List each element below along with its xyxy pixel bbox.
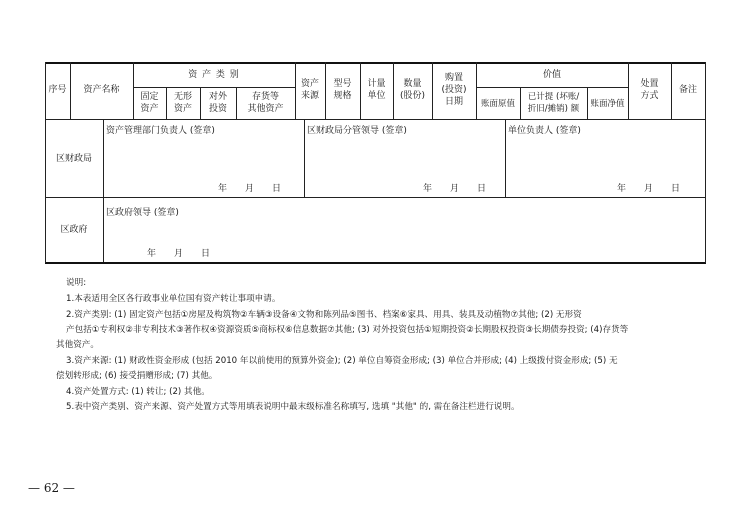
notes-title: 说明: [66,278,87,288]
header-seq: 序号 [48,85,67,95]
page-number: — 62 — [28,481,75,495]
finance-row-bottom-line [45,197,706,198]
note-line: 2.资产类别: (1) 固定资产包括①房屋及构筑物②车辆③设备④文物和陈列品⑤图书、档案⑥家具、用具、装具及动植物⑦其他; (2) 无形资 [66,310,582,320]
date-field: 年 月 日 [218,184,282,194]
table-right-border [705,62,706,263]
sig-divider [505,119,506,197]
table-bottom-border [45,262,706,264]
header-quantity: 数量 (股份) [399,79,426,101]
district-government-label: 区政府 [60,225,88,235]
asset-dept-signature-label: 资产管理部门负责人 (签章) [106,126,215,136]
header-asset-source: 资产 来源 [300,79,319,101]
row-label-divider [103,119,104,262]
sig-divider [304,119,305,197]
header-book-net: 账面净值 [590,99,625,109]
header-inventory-other: 存货等 其他资产 [247,92,284,114]
date-field: 年 月 日 [423,184,487,194]
header-value: 价值 [542,70,561,80]
header-bottom-line [45,119,706,120]
category-divider-line [133,87,295,88]
header-measure-unit: 计量 单位 [367,79,386,101]
header-purchase-date: 购置 (投资) 日期 [441,73,467,107]
finance-leader-signature-label: 区财政局分管领导 (签章) [307,126,407,136]
header-book-original: 账面原值 [480,99,515,109]
note-line: 5.表中资产类别、资产来源、资产处置方式等用填表说明中最末级标准名称填写, 选填 "其他" 的, 需在备注栏进行说明。 [66,402,520,412]
note-line: 1.本表适用全区各行政事业单位国有资产转让事项申请。 [66,294,281,304]
header-model-spec: 型号 规格 [333,79,352,101]
value-divider-line [476,87,628,88]
unit-head-signature-label: 单位负责人 (签章) [508,126,581,136]
note-line: 3.资产来源: (1) 财政性资金形成 (包括 2010 年以前使用的预算外资金); (2) 单位自筹资金形成; (3) 单位合并形成; (4) 上级拨付资金形成; (5) 无 [66,356,618,366]
header-asset-category: 资 产 类 别 [188,70,240,80]
note-line: 产包括①专利权②非专利技术③著作权④资源资质⑤商标权⑥信息数据⑦其他; (3) 对外投资包括①短期投资②长期股权投资③长期债券投资; (4)存货等 [66,325,629,335]
gov-leader-signature-label: 区政府领导 (签章) [106,208,179,218]
note-line: 其他资产。 [56,340,99,350]
header-intangible-assets: 无形 资产 [173,92,192,114]
header-accumulated: 已计提 (坏账/ 折旧/摊销) 额 [527,92,580,114]
date-field: 年 月 日 [147,249,211,259]
date-field: 年 月 日 [617,184,681,194]
note-line: 偿划转形成; (6) 接受捐赠形成; (7) 其他。 [56,371,218,381]
header-external-investment: 对外 投资 [208,92,227,114]
header-fixed-assets: 固定 资产 [140,92,159,114]
header-asset-name: 资产名称 [83,85,120,95]
table-top-border [45,62,706,64]
header-remarks: 备注 [678,85,697,95]
finance-bureau-label: 区财政局 [55,154,92,164]
header-disposal-method: 处置 方式 [640,79,659,101]
note-line: 4.资产处置方式: (1) 转让; (2) 其他。 [66,387,210,397]
